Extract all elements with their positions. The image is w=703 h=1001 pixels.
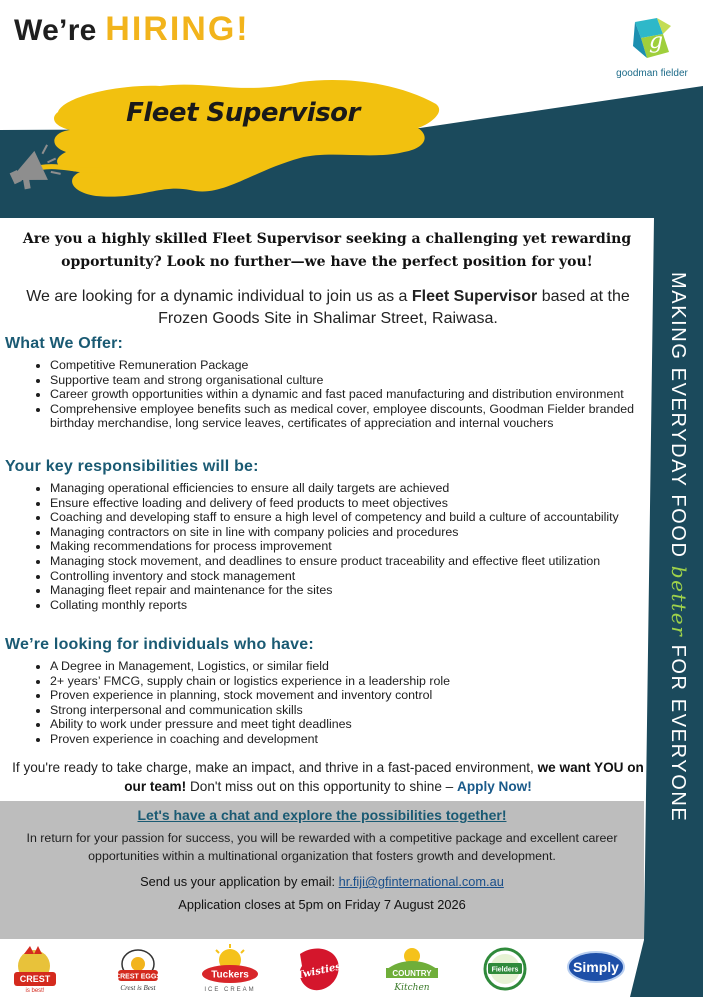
looking-heading: We’re looking for individuals who have: — [5, 636, 314, 653]
country-kitchen-logo — [380, 944, 444, 994]
list-item: • 2+ years’ FMCG, supply chain or logistics experience in a leadership role — [50, 674, 662, 689]
list-item: • Making recommendations for process improvement — [50, 539, 662, 554]
list-item: • Managing fleet repair and maintenance for the sites — [50, 583, 662, 598]
email-link[interactable]: hr.fiji@gfinternational.com.au — [338, 874, 504, 889]
brand-sub: ICE CREAM — [204, 987, 256, 993]
slogan-before: MAKING EVERYDAY FOOD — [667, 272, 689, 559]
list-item: • Controlling inventory and stock management — [50, 569, 662, 584]
list-item: • Career growth opportunities within a dynamic and fast paced manufacturing and distribution environment — [50, 387, 662, 402]
intro-question: Are you a highly skilled Fleet Supervisor seeking a challenging yet rewarding opportunity? Look no further—we have the perfect position for you! — [22, 231, 632, 270]
fielders-roundel-icon — [480, 944, 530, 994]
headline-highlight: HIRING! — [105, 10, 250, 48]
svg-text:g: g — [649, 29, 664, 54]
send-application-line — [0, 874, 644, 889]
headline-prefix: We’re — [14, 14, 97, 47]
list-item: • Proven experience in coaching and development — [50, 732, 662, 747]
list-item: • Proven experience in planning, stock movement and inventory control — [50, 688, 662, 703]
lead-paragraph — [8, 286, 648, 330]
list-item: • Collating monthly reports — [50, 598, 662, 613]
call-to-action — [8, 758, 648, 796]
brand-label: Tuckers — [211, 969, 249, 981]
vertical-slogan — [668, 232, 696, 932]
offer-heading: What We Offer: — [5, 335, 124, 352]
brand-label: CREST EGGS — [115, 973, 161, 981]
slogan-accent: better — [667, 565, 691, 638]
brand-sub: Crest is Best — [120, 984, 156, 992]
job-title: Fleet Supervisor — [126, 98, 360, 128]
brand-label: COUNTRY — [392, 969, 432, 978]
goodman-fielder-logo-icon — [627, 16, 677, 66]
closing-date: Application closes at 5pm on Friday 7 August 2026 — [178, 897, 466, 912]
brand-label: CREST — [19, 974, 51, 984]
twisties-logo — [294, 944, 358, 994]
list-item: • Supportive team and strong organisational culture — [50, 373, 662, 388]
tuckers-sun-icon — [198, 944, 262, 994]
responsibilities-heading: Your key responsibilities will be: — [5, 458, 259, 475]
lead-after: based at the Frozen Goods Site in Shalimar Street, Raiwasa. — [158, 288, 630, 327]
country-landscape-icon — [380, 944, 444, 996]
simply-logo — [564, 944, 628, 994]
logo-text: goodman fielder — [616, 68, 688, 79]
simply-oval-icon — [564, 944, 628, 994]
brand-sub: Kitchen — [394, 983, 430, 993]
list-item: • Coaching and developing staff to ensure a high level of competency and build a culture of accountability — [50, 510, 662, 525]
tuckers-logo — [198, 944, 262, 994]
list-item: • Managing contractors on site in line with company policies and procedures — [50, 525, 662, 540]
list-item: • Ability to work under pressure and meet tight deadlines — [50, 717, 662, 732]
fielders-logo — [480, 944, 544, 994]
lead-before: We are looking for a dynamic individual to join us as a — [26, 288, 408, 305]
list-item: • Comprehensive employee benefits such as medical cover, employee discounts, Goodman Fielder branded birthday merchandise, long service leaves, certificates of appreciation and internal vouchers — [50, 402, 662, 431]
cta-before: If you're ready to take charge, make an impact, and thrive in a fast-paced environment, — [12, 760, 534, 775]
list-item: • A Degree in Management, Logistics, or similar field — [50, 659, 662, 674]
brand-label: Simply — [573, 959, 619, 975]
list-item: • Managing stock movement, and deadlines to ensure product traceability and effective fleet utilization — [50, 554, 662, 569]
crest-eggs-logo — [108, 944, 172, 994]
slogan-after: FOR EVERYONE — [667, 644, 689, 823]
chat-headline: Let's have a chat and explore the possibilities together! — [137, 807, 507, 823]
cta-bold: we want YOU on our team! — [124, 760, 644, 794]
responsibilities-list — [34, 481, 662, 612]
list-item: • Strong interpersonal and communication skills — [50, 703, 662, 718]
crest-rooster-icon — [6, 944, 66, 994]
brand-label: Twisties — [295, 961, 342, 982]
list-item: • Managing operational efficiencies to ensure all daily targets are achieved — [50, 481, 662, 496]
twisties-swirl-icon — [294, 944, 344, 994]
brand-label: Fielders — [491, 966, 519, 974]
list-item: • Competitive Remuneration Package — [50, 358, 662, 373]
send-label: Send us your application by email: — [140, 874, 336, 889]
list-item: • Ensure effective loading and delivery of feed products to meet objectives — [50, 496, 662, 511]
looking-list — [34, 659, 662, 747]
crest-logo — [6, 944, 70, 994]
egg-icon — [108, 944, 168, 994]
lead-role: Fleet Supervisor — [411, 288, 538, 305]
apply-now-link[interactable]: Apply Now! — [457, 779, 532, 794]
cta-middle: Don't miss out on this opportunity to shine – — [189, 779, 454, 794]
brand-sub: is best! — [25, 988, 45, 994]
goodman-fielder-logo — [612, 16, 692, 79]
reward-paragraph: In return for your passion for success, you will be rewarded with a competitive package and excellent career opportunities within a multinational organization that fosters growth and development. — [26, 831, 618, 863]
hiring-headline — [14, 10, 250, 49]
offer-list — [34, 358, 662, 431]
